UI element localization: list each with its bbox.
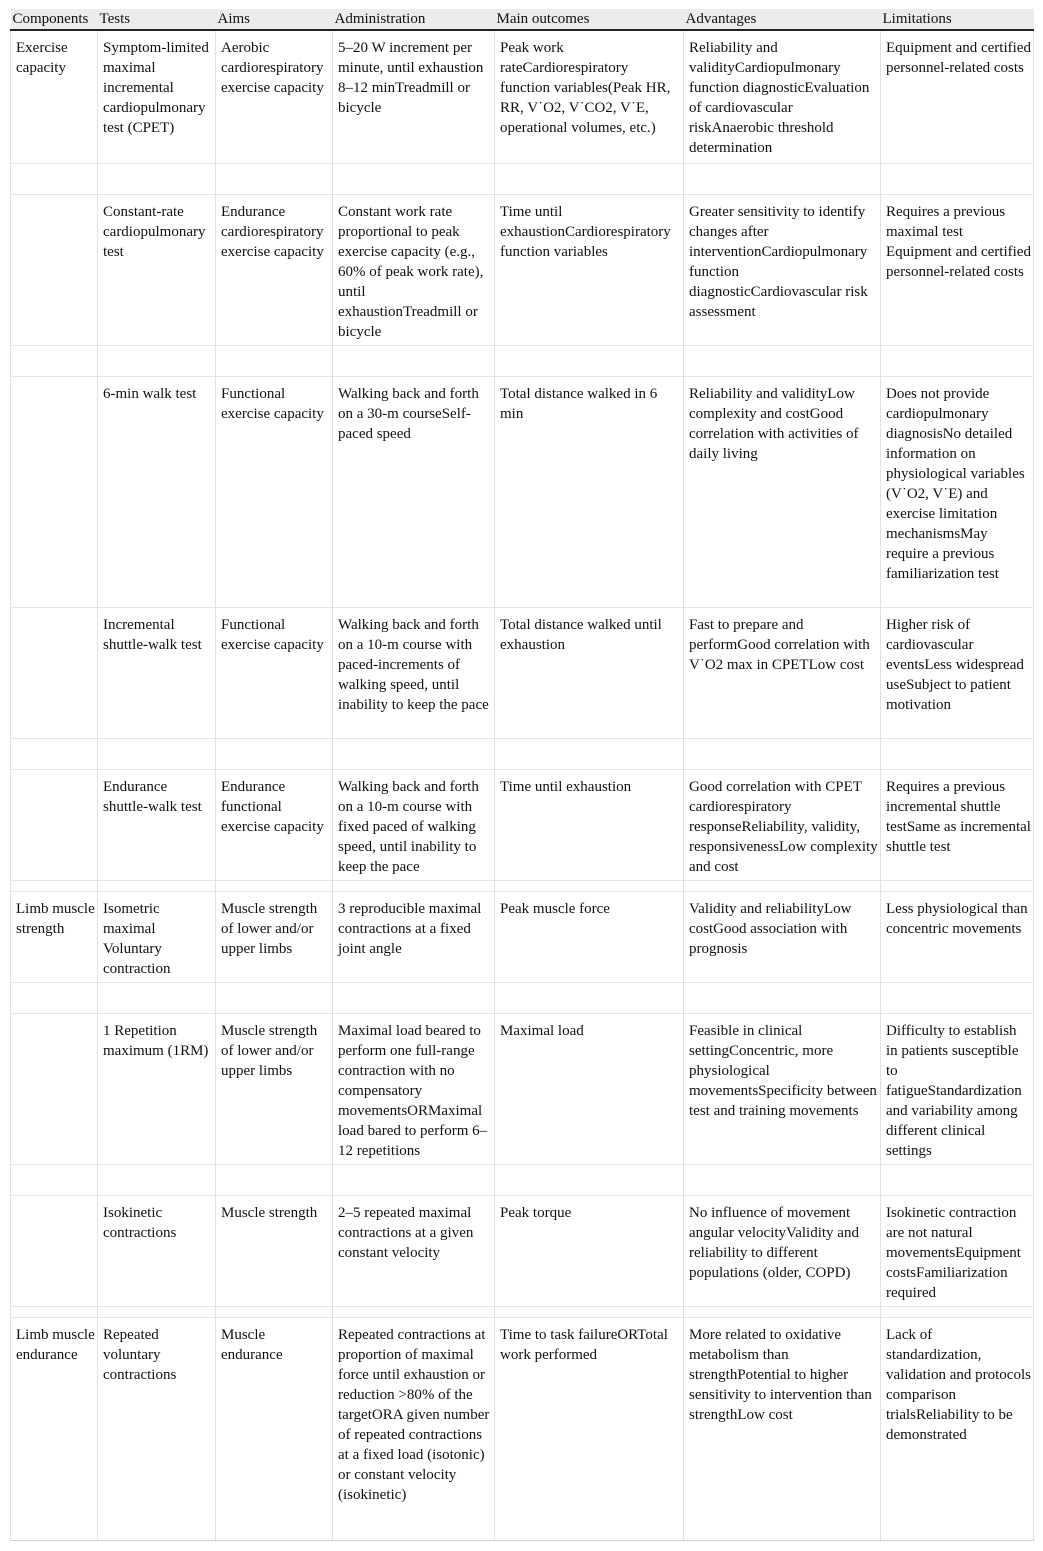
table-cell: Limb muscle endurance: [11, 1317, 98, 1540]
table-row: [11, 30, 1034, 163]
table-cell: Repeated contractions at proportion of maximal force until exhaustion or reduction >80% of the targetORA given number of repeated contractions at a fixed load (isotonic) or constant velocity (isokinetic): [333, 1317, 495, 1540]
table-cell: Fast to prepare and performGood correlation with V˙O2 max in CPETLow cost: [684, 607, 881, 738]
table-cell: 2–5 repeated maximal contractions at a given constant velocity: [333, 1195, 495, 1306]
table-cell: Constant-rate cardiopulmonary test: [98, 194, 216, 345]
table-cell: Symptom-limited maximal incremental cardiopulmonary test (CPET): [98, 30, 216, 163]
table-cell: Difficulty to establish in patients susceptible to fatigueStandardization and variability among different clinical settings: [881, 1013, 1034, 1164]
table-cell: Constant work rate proportional to peak exercise capacity (e.g., 60% of peak work rate), until exhaustionTreadmill or bicycle: [333, 194, 495, 345]
table-cell: Requires a previous incremental shuttle testSame as incremental shuttle test: [881, 769, 1034, 880]
header-advantages: Advantages: [684, 9, 881, 30]
header-tests: Tests: [98, 9, 216, 30]
header-limitations: Limitations: [881, 9, 1034, 30]
table-cell: [11, 1013, 98, 1164]
table-cell: Feasible in clinical settingConcentric, more physiological movementsSpecificity between test and training movements: [684, 1013, 881, 1164]
table-cell: Maximal load: [495, 1013, 684, 1164]
header-administration: Administration: [333, 9, 495, 30]
table-cell: 6-min walk test: [98, 376, 216, 607]
table-cell: 5–20 W increment per minute, until exhaustion 8–12 minTreadmill or bicycle: [333, 30, 495, 163]
table-row: [11, 194, 1034, 345]
table-cell: Good correlation with CPET cardiorespiratory responseReliability, validity, responsivenessLow complexity and cost: [684, 769, 881, 880]
table-cell: [11, 376, 98, 607]
table-cell: Peak muscle force: [495, 891, 684, 982]
spacer-row: [11, 880, 1034, 891]
table-cell: Peak torque: [495, 1195, 684, 1306]
table-cell: Peak work rateCardiorespiratory function variables(Peak HR, RR, V˙O2, V˙CO2, V˙E, operational volumes, etc.): [495, 30, 684, 163]
table-cell: More related to oxidative metabolism than strengthPotential to higher sensitivity to intervention than strengthLow cost: [684, 1317, 881, 1540]
table-cell: Muscle strength: [216, 1195, 333, 1306]
table-cell: Isokinetic contractions: [98, 1195, 216, 1306]
table-row: [11, 607, 1034, 738]
spacer-row: [11, 738, 1034, 769]
table-cell: Lack of standardization, validation and protocols comparison trialsReliability to be demonstrated: [881, 1317, 1034, 1540]
table-cell: Equipment and certified personnel-related costs: [881, 30, 1034, 163]
table-row: [11, 1195, 1034, 1306]
table-cell: Walking back and forth on a 10-m course with paced-increments of walking speed, until inability to keep the pace: [333, 607, 495, 738]
table-cell: [11, 194, 98, 345]
spacer-row: [11, 1306, 1034, 1317]
table-row: [11, 1013, 1034, 1164]
table-cell: Less physiological than concentric movements: [881, 891, 1034, 982]
header-main-outcomes: Main outcomes: [495, 9, 684, 30]
table-cell: Repeated voluntary contractions: [98, 1317, 216, 1540]
table-cell: Muscle strength of lower and/or upper limbs: [216, 1013, 333, 1164]
table-cell: Endurance shuttle-walk test: [98, 769, 216, 880]
table-cell: Does not provide cardiopulmonary diagnosisNo detailed information on physiological variables (V˙O2, V˙E) and exercise limitation mechanismsMay require a previous familiarization test: [881, 376, 1034, 607]
table-row: [11, 376, 1034, 607]
spacer-row: [11, 345, 1034, 376]
table-cell: Muscle endurance: [216, 1317, 333, 1540]
table-cell: [11, 769, 98, 880]
table-cell: Incremental shuttle-walk test: [98, 607, 216, 738]
table-row: [11, 1317, 1034, 1540]
spacer-row: [11, 163, 1034, 194]
header-row: [11, 9, 1034, 30]
table-cell: Time until exhaustionCardiorespiratory function variables: [495, 194, 684, 345]
table-cell: Functional exercise capacity: [216, 376, 333, 607]
table-cell: Total distance walked in 6 min: [495, 376, 684, 607]
table-cell: Isokinetic contraction are not natural movementsEquipment costsFamiliarization required: [881, 1195, 1034, 1306]
spacer-row: [11, 1164, 1034, 1195]
table-cell: Muscle strength of lower and/or upper limbs: [216, 891, 333, 982]
table-cell: [11, 1195, 98, 1306]
table-cell: Isometric maximal Voluntary contraction: [98, 891, 216, 982]
table-cell: Walking back and forth on a 10-m course with fixed paced of walking speed, until inability to keep the pace: [333, 769, 495, 880]
table-cell: 3 reproducible maximal contractions at a fixed joint angle: [333, 891, 495, 982]
table-cell: Endurance functional exercise capacity: [216, 769, 333, 880]
table-cell: Greater sensitivity to identify changes after interventionCardiopulmonary function diagnosticCardiovascular risk assessment: [684, 194, 881, 345]
table-cell: Total distance walked until exhaustion: [495, 607, 684, 738]
header-aims: Aims: [216, 9, 333, 30]
table-cell: Reliability and validityCardiopulmonary function diagnosticEvaluation of cardiovascular riskAnaerobic threshold determination: [684, 30, 881, 163]
spacer-row: [11, 982, 1034, 1013]
table-cell: Walking back and forth on a 30-m courseSelf-paced speed: [333, 376, 495, 607]
table-cell: Maximal load beared to perform one full-range contraction with no compensatory movementsORMaximal load bared to perform 6–12 repetitions: [333, 1013, 495, 1164]
table-cell: Time to task failureORTotal work performed: [495, 1317, 684, 1540]
table-cell: Functional exercise capacity: [216, 607, 333, 738]
table-cell: Reliability and validityLow complexity and costGood correlation with activities of daily living: [684, 376, 881, 607]
table-row: [11, 891, 1034, 982]
table-cell: 1 Repetition maximum (1RM): [98, 1013, 216, 1164]
table-cell: Aerobic cardiorespiratory exercise capacity: [216, 30, 333, 163]
table-cell: Time until exhaustion: [495, 769, 684, 880]
table-cell: Limb muscle strength: [11, 891, 98, 982]
table-cell: No influence of movement angular velocityValidity and reliability to different populations (older, COPD): [684, 1195, 881, 1306]
table-cell: Endurance cardiorespiratory exercise capacity: [216, 194, 333, 345]
header-components: Components: [11, 9, 98, 30]
table-cell: Exercise capacity: [11, 30, 98, 163]
table-cell: [11, 607, 98, 738]
table-row: [11, 769, 1034, 880]
outcomes-table: [10, 9, 1034, 1541]
table-cell: Requires a previous maximal test Equipment and certified personnel-related costs: [881, 194, 1034, 345]
table-cell: Higher risk of cardiovascular eventsLess widespread useSubject to patient motivation: [881, 607, 1034, 738]
table-cell: Validity and reliabilityLow costGood association with prognosis: [684, 891, 881, 982]
